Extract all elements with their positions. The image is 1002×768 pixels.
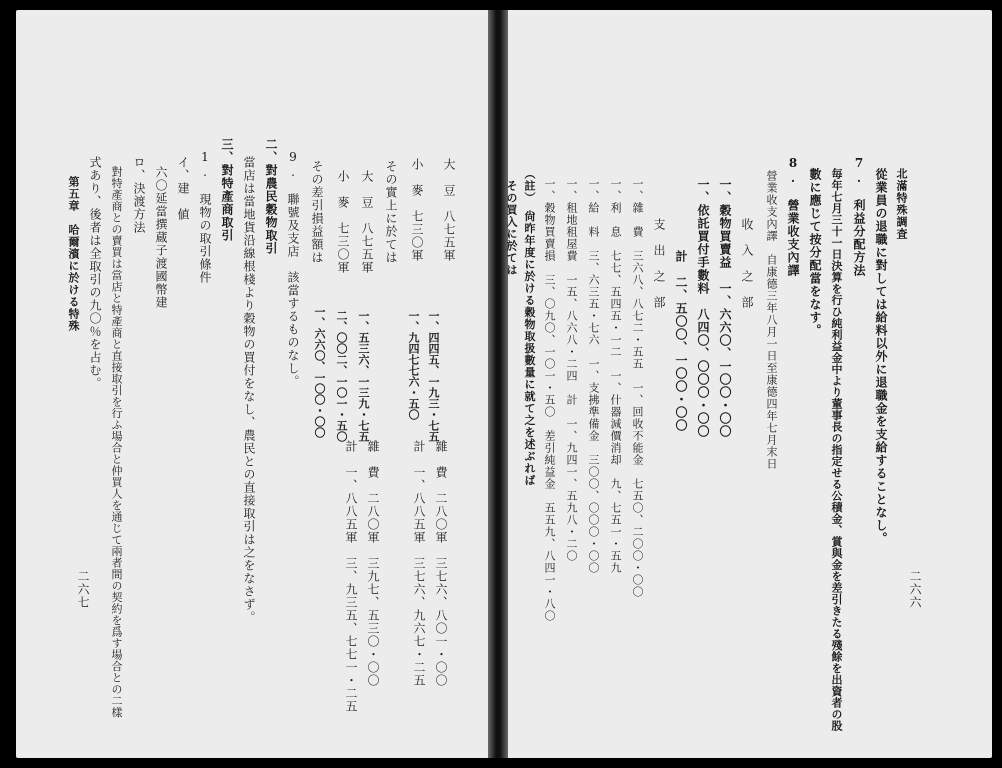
right-page	[505, 10, 992, 758]
left-page	[16, 10, 488, 758]
text-line: 毎年七月三十一日決算を行ひ純利益金中より董事長の指定せる公積金、賞與金を差引きたる殘餘を出資者の股	[830, 168, 843, 732]
note-line: （註） 尙昨年度に於ける穀物取扱數量に就て之を述ぶれば	[523, 168, 536, 487]
section-heading: 8. 營業收支內譯	[786, 156, 800, 277]
running-head: 北滿特殊調査	[895, 168, 908, 240]
text-line: 計 一、八八五軍 三七六、九六七・二五	[412, 440, 426, 687]
text-line: 雜 費 二八〇軍 三七六、八〇一・〇〇	[434, 440, 448, 687]
text-line: 從業員の退職に對しては給料以外に退職金を支給することなし。	[874, 168, 888, 545]
text-line: 二、〇〇二、一〇一・五〇	[335, 310, 348, 442]
text-line: その實上に於ては	[384, 160, 398, 264]
text-line: 一、九四七七六・五〇	[407, 310, 420, 420]
text-line: 一、四四五、一九三・七五	[427, 310, 440, 442]
table-row: 一、租地租屋費 一五、八六八・二四 計 一、九四一、五九八・二〇	[565, 178, 578, 562]
text-line: 營業收支內譯 自康德三年八月一日至康德四年七月末日	[765, 170, 778, 470]
section-heading: 7. 利益分配方法	[852, 156, 866, 277]
table-heading: 支 出 之 部	[652, 218, 666, 309]
note-line: その買入に於ては	[505, 180, 518, 276]
text-line: 小 麥 七三〇軍	[336, 170, 350, 274]
text-line: 數に應じて按分配當をなす。	[808, 168, 822, 337]
text-line: 一、五三六、一三九・七五	[357, 310, 370, 442]
text-line: 小 麥 七三〇軍	[410, 158, 424, 262]
table-row: 一、穀物買賣損 三、〇九〇、一〇一・五〇 差引純益金 五五九、八四一・八〇	[543, 178, 556, 622]
page-number: 二六七	[76, 570, 90, 609]
text-line: 對特產商との賣買は當店と特產商と直接取引を行ふ場合と仲買人を通じて兩者間の契約を爲す場合との二樣	[110, 166, 123, 718]
text-line: 大 豆 八七五軍	[360, 170, 374, 274]
table-row: 一、給 料 三、六三五・七六 一、支拂準備金 三〇〇、〇〇〇・〇〇	[587, 178, 600, 574]
text-line: 雜 費 二八〇軍 三九七、五三〇・〇〇	[366, 440, 380, 687]
table-row: 一、雜 費 三六八、八七二・五五 一、回收不能金 七五〇、二〇〇・〇〇	[631, 178, 644, 598]
page-number: 二六六	[908, 570, 922, 609]
text-line: 式あり、後者は全取引の九〇％を占む。	[88, 156, 102, 390]
text-line: 大 豆 八七五軍	[442, 158, 456, 262]
chapter-title: 第五章 哈爾濱に於ける特殊	[67, 176, 80, 332]
text-line: イ、建 値	[176, 156, 190, 221]
table-row: 一、穀物買賣益 一、六六〇、一〇〇・〇〇	[718, 178, 732, 438]
text-line: 一、六六〇、一〇〇・〇〇	[313, 306, 326, 438]
section-heading: 二、對農民穀物取引	[264, 138, 278, 255]
text-line: 計 一、八八五軍 三、九三五、七七一・二五	[344, 440, 358, 713]
table-heading: 收 入 之 部	[740, 218, 754, 309]
text-line: 當店は當地貨沿線根棧より穀物の買付をなし、農民との直接取引は之をなさず。	[242, 156, 256, 624]
text-line: 六〇延當撰蔵子渡國幣建	[154, 166, 168, 309]
text-line: ロ、決渡方法	[132, 156, 146, 234]
table-row: 計 二、五〇〇、一〇〇・〇〇	[674, 250, 688, 432]
section-heading: 9. 聯號及支店 該當するものなし。	[286, 150, 300, 388]
table-row: 一、依託買付手數料 八四〇、〇〇〇・〇〇	[696, 178, 710, 438]
text-line: その差引損益額は	[310, 160, 324, 264]
book-gutter	[488, 10, 508, 758]
table-row: 一、利 息 七七、五四五・一二 一、什器減價消却 九、七五一・五九	[609, 178, 622, 574]
section-heading: 三、對特產商取引	[220, 138, 234, 242]
section-heading: 1. 現物の取引條件	[198, 150, 212, 284]
